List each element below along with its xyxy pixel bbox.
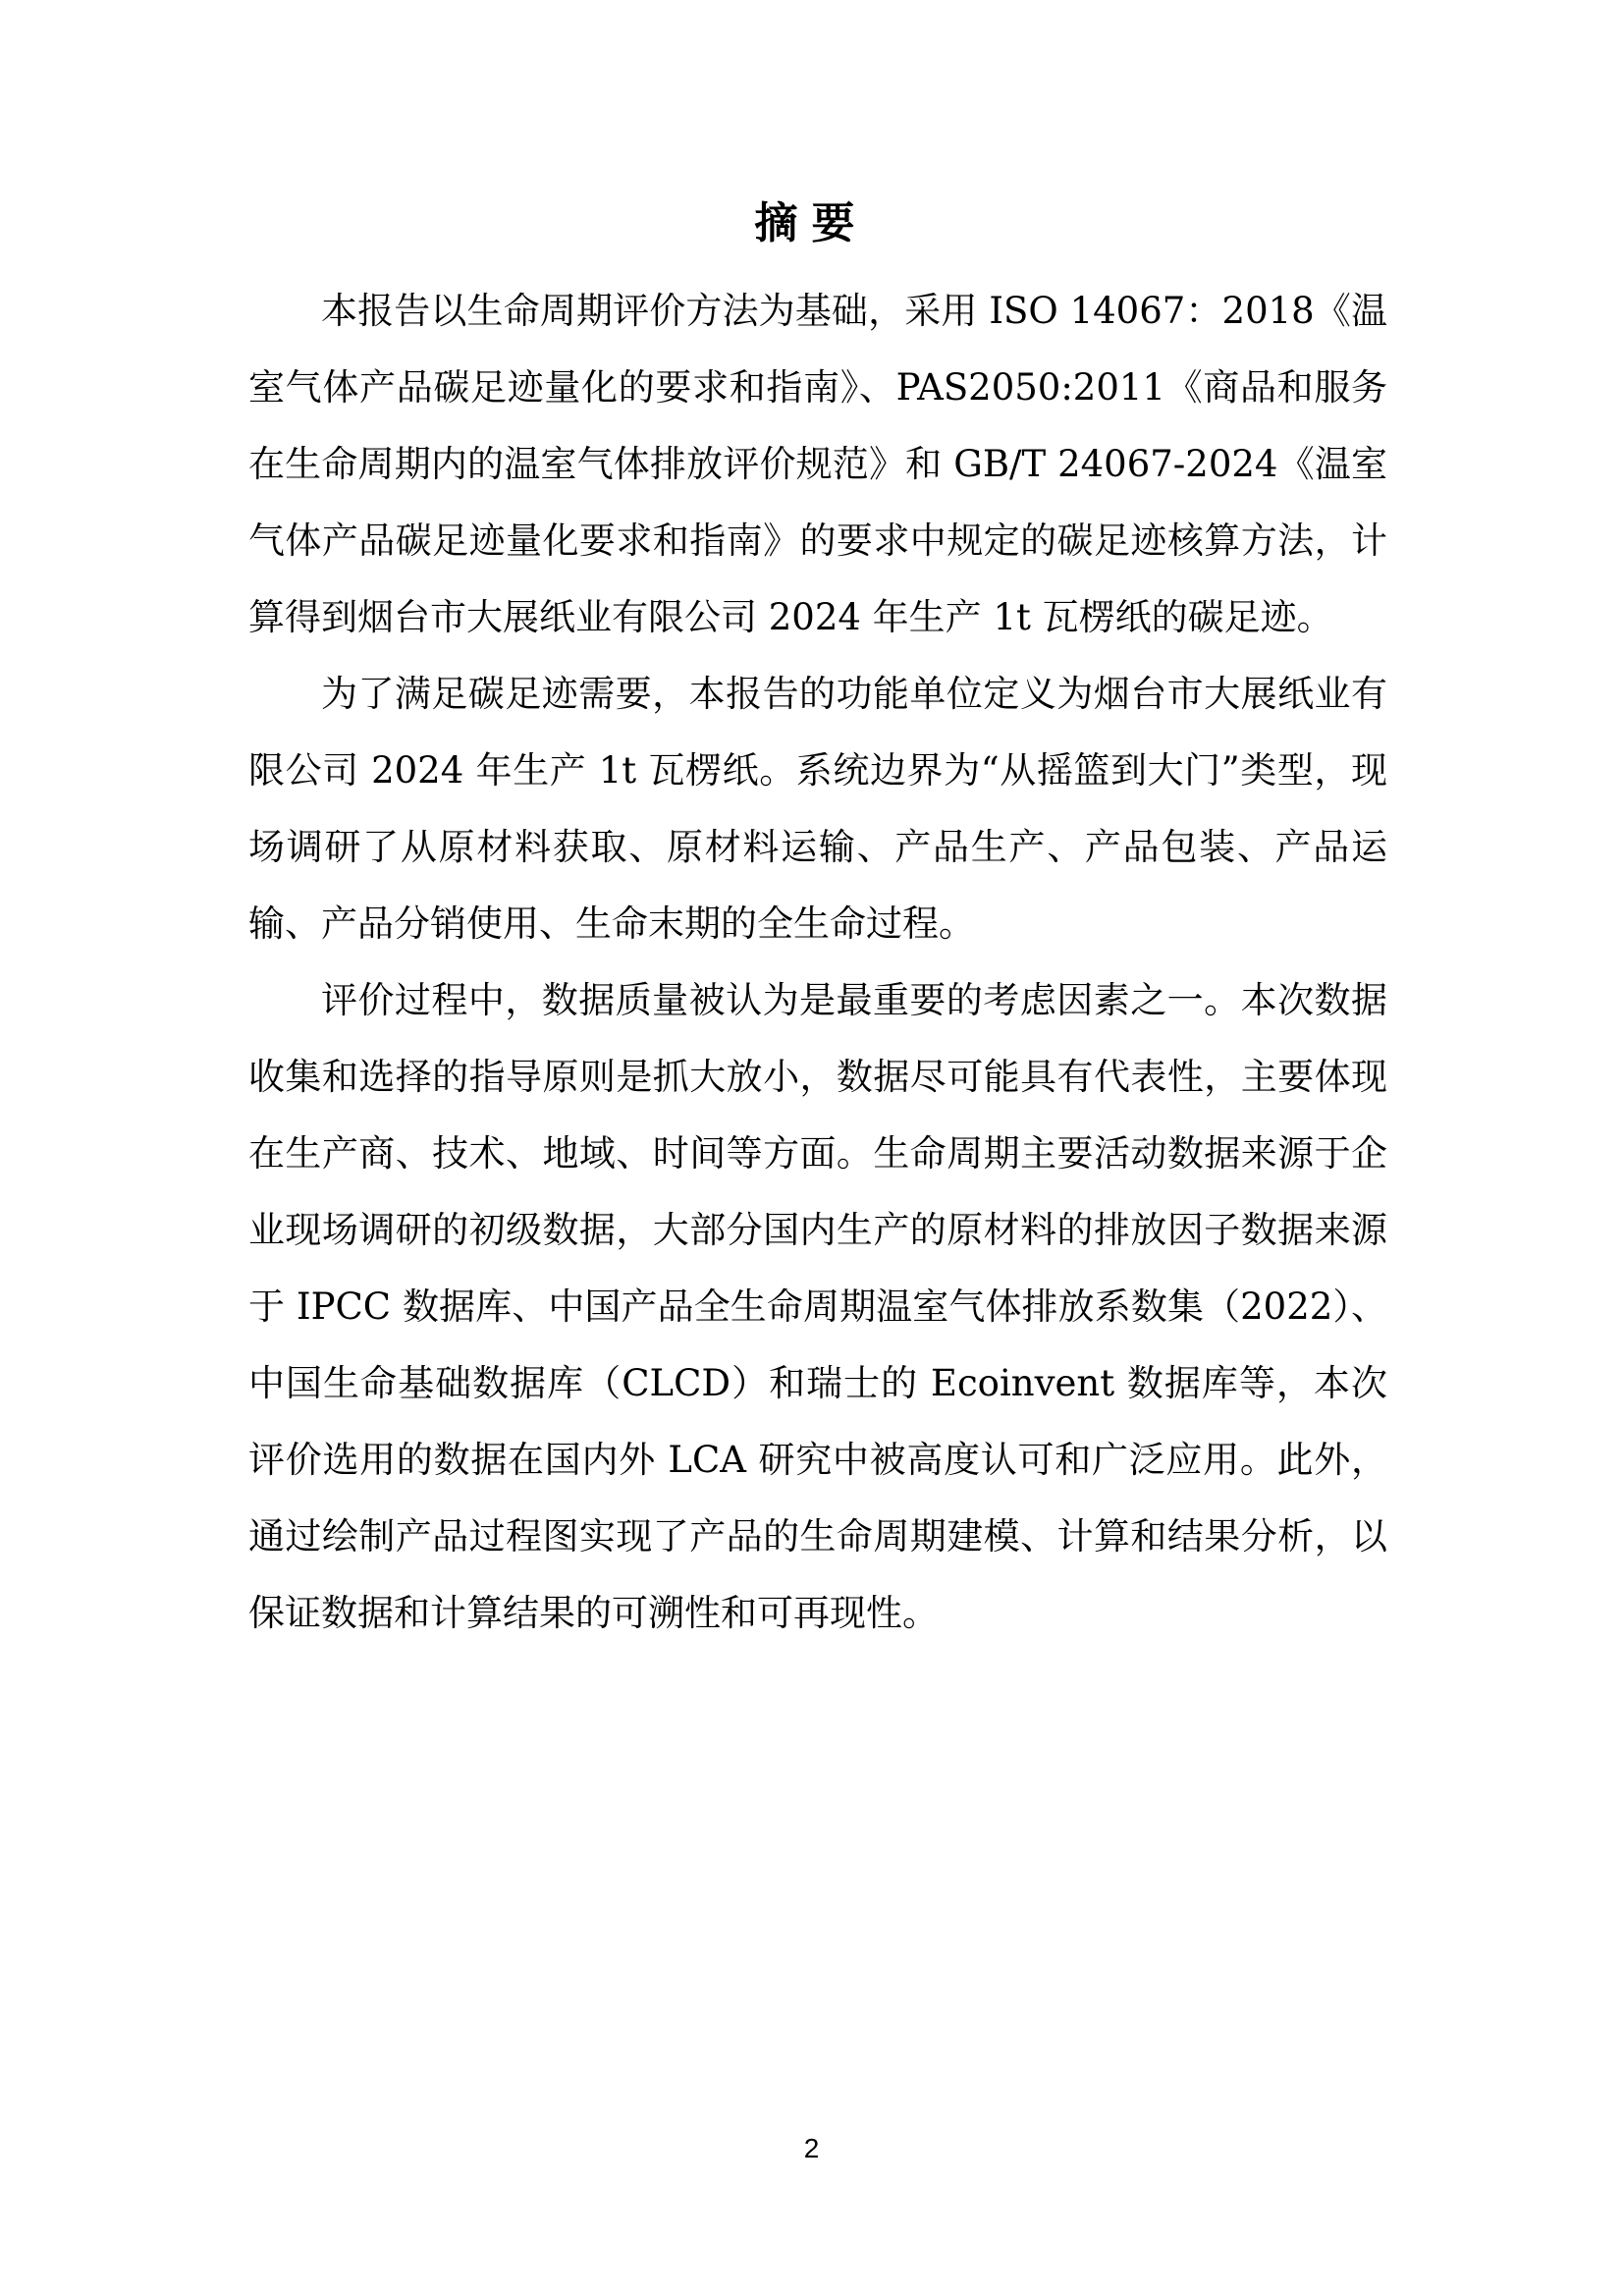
- paragraph-data-quality: 评价过程中，数据质量被认为是最重要的考虑因素之一。本次数据收集和选择的指导原则是抓大放小，数据尽可能具有代表性，主要体现在生产商、技术、地域、时间等方面。生命周期主要活动数据来源于企业现场调研的初级数据，大部分国内生产的原材料的排放因子数据来源于 IPCC 数据库、中国产品全生命周期温室气体排放系数集（2022）、中国生命基础数据库（CLCD）和瑞士的 Ecoinvent 数据库等，本次评价选用的数据在国内外 LCA 研究中被高度认可和广泛应用。此外，通过绘制产品过程图实现了产品的生命周期建模、计算和结果分析，以保证数据和计算结果的可溯性和可再现性。: [248, 979, 1387, 1634]
- paragraph-methodology: 本报告以生命周期评价方法为基础，采用 ISO 14067：2018《温室气体产品碳足迹量化的要求和指南》、PAS2050:2011《商品和服务在生命周期内的温室气体排放评价规范》和 GB/T 24067-2024《温室气体产品碳足迹量化要求和指南》的要求中规定的碳足迹核算方法，计算得到烟台市大展纸业有限公司 2024 年生产 1t 瓦楞纸的碳足迹。: [248, 290, 1387, 638]
- page-title: 摘要: [754, 198, 869, 248]
- abstract-body: [248, 273, 1387, 1652]
- paragraph-functional-unit: 为了满足碳足迹需要，本报告的功能单位定义为烟台市大展纸业有限公司 2024 年生产 1t 瓦楞纸。系统边界为“从摇篮到大门”类型，现场调研了从原材料获取、原材料运输、产品生产、产品包装、产品运输、产品分销使用、生命末期的全生命过程。: [248, 673, 1387, 945]
- page-number: 2: [803, 2133, 820, 2163]
